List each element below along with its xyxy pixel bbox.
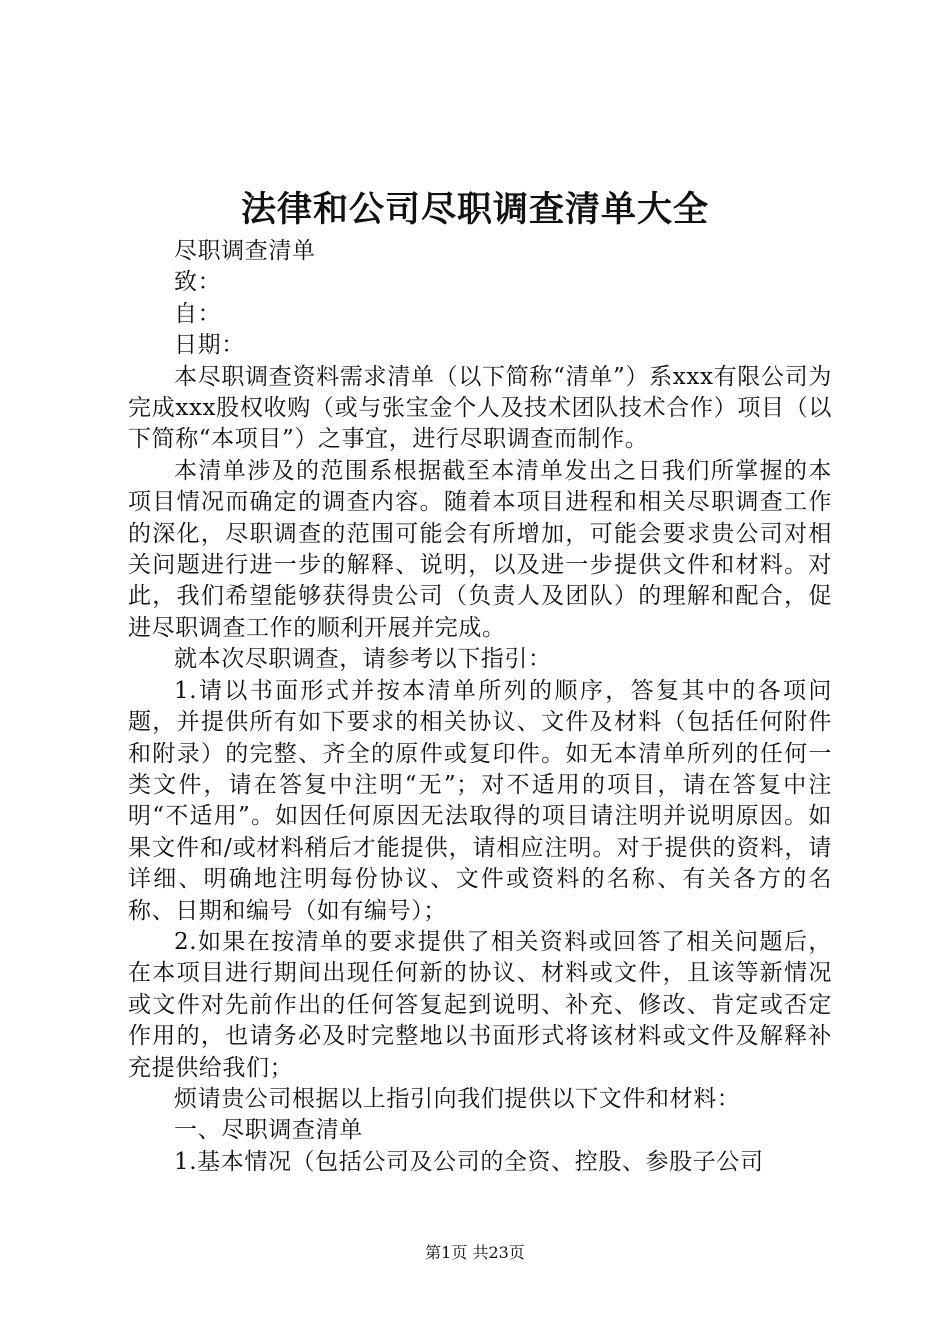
- section-heading: 一、尽职调查清单: [174, 1117, 363, 1144]
- paragraph-item-1: 1.基本情况（包括公司及公司的全资、控股、参股子公司: [174, 1148, 764, 1175]
- paragraph-request: 烦请贵公司根据以上指引向我们提供以下文件和材料：: [174, 1085, 741, 1112]
- paragraph-heading: 尽职调查清单: [174, 238, 316, 264]
- paragraph-purpose: 本尽职调查资料需求清单（以下简称“清单”）系xxx有限公司为完成xxx股权收购（或与张宝金个人及技术团队技术合作）项目（以下简称“本项目”）之事宜，进行尽职调查而制作。: [128, 363, 832, 453]
- paragraph-from: 自：: [174, 300, 222, 327]
- page-footer: 第1页 共23页: [425, 1243, 525, 1262]
- paragraph-date: 日期：: [174, 332, 245, 359]
- paragraph-guide-1: 1.请以书面形式并按本清单所列的顺序，答复其中的各项问题，并提供所有如下要求的相关协议、文件及材料（包括任何附件和附录）的完整、齐全的原件或复印件。如无本清单所列的任何一类文件，请在答复中注明“无”；对不适用的项目，请在答复中注明“不适用”。如因任何原因无法取得的项目请注明并说明原因。如果文件和/或材料稍后才能提供，请相应注明。对于提供的资料，请详细、明确地注明每份协议、文件或资料的名称、有关各方的名称、日期和编号（如有编号）；: [128, 677, 832, 924]
- paragraph-scope: 本清单涉及的范围系根据截至本清单发出之日我们所掌握的本项目情况而确定的调查内容。随着本项目进程和相关尽职调查工作的深化，尽职调查的范围可能会有所增加，可能会要求贵公司对相关问题进行进一步的解释、说明，以及进一步提供文件和材料。对此，我们希望能够获得贵公司（负责人及团队）的理解和配合，促进尽职调查工作的顺利开展并完成。: [128, 457, 832, 641]
- document-title: 法律和公司尽职调查清单大全: [240, 190, 709, 230]
- paragraph-to: 致：: [174, 269, 222, 296]
- paragraph-guide-2: 2.如果在按清单的要求提供了相关资料或回答了相关问题后，在本项目进行期间出现任何新的协议、材料或文件，且该等新情况或文件对先前作出的任何答复起到说明、补充、修改、肯定或否定作用的，也请务必及时完整地以书面形式将该材料或文件及解释补充提供给我们；: [128, 928, 832, 1081]
- document-body: [128, 236, 832, 1178]
- paragraph-guide-intro: 就本次尽职调查，请参考以下指引：: [174, 646, 552, 673]
